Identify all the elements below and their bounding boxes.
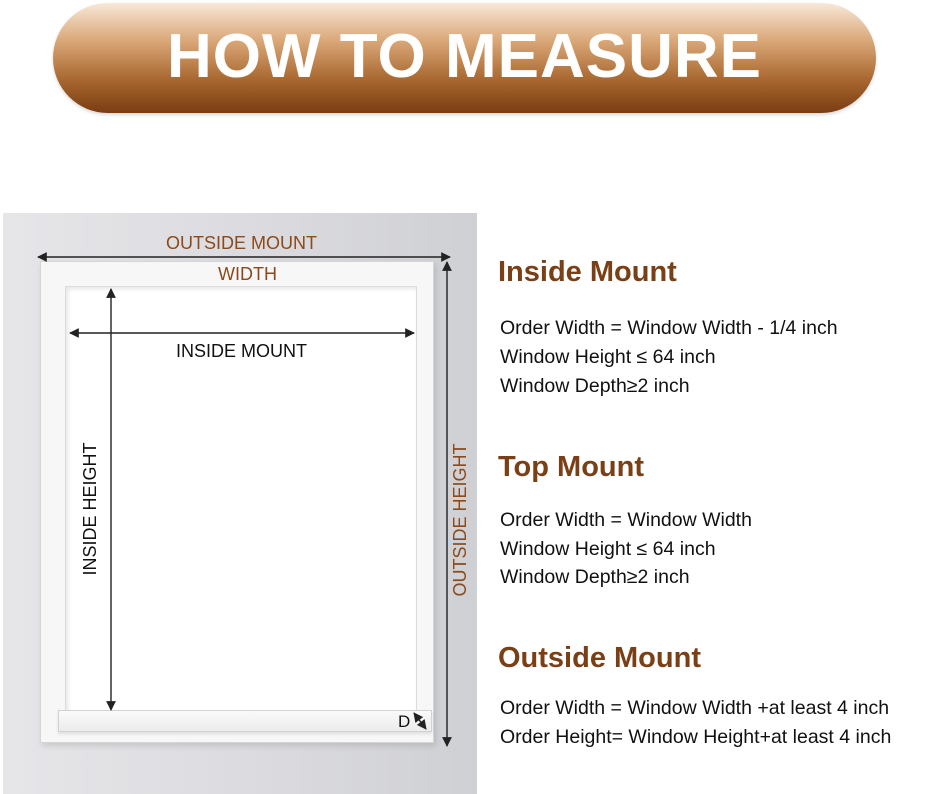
inside-mount-line: Window Depth≥2 inch (500, 375, 690, 397)
top-mount-line: Window Depth≥2 inch (500, 566, 690, 588)
top-mount-title: Top Mount (498, 451, 645, 483)
outside-height-label: OUTSIDE HEIGHT (450, 443, 470, 597)
outside-mount-line: Order Width = Window Width +at least 4 inch (500, 697, 890, 719)
outside-mount-label: OUTSIDE MOUNT (166, 233, 317, 253)
outside-mount-line: Order Height= Window Height+at least 4 inch (500, 726, 892, 748)
top-mount-line: Order Width = Window Width (500, 509, 752, 531)
width-label: WIDTH (218, 264, 277, 284)
inside-mount-label: INSIDE MOUNT (176, 341, 308, 361)
inside-mount-line: Order Width = Window Width - 1/4 inch (500, 317, 838, 339)
page-title: HOW TO MEASURE (167, 21, 762, 91)
depth-label: D (398, 712, 411, 731)
inside-mount-title: Inside Mount (498, 256, 677, 288)
inside-height-label: INSIDE HEIGHT (80, 442, 100, 576)
inside-mount-line: Window Height ≤ 64 inch (500, 346, 716, 368)
depth-arrow (414, 713, 426, 729)
top-mount-line: Window Height ≤ 64 inch (500, 538, 716, 560)
outside-mount-title: Outside Mount (498, 642, 701, 674)
